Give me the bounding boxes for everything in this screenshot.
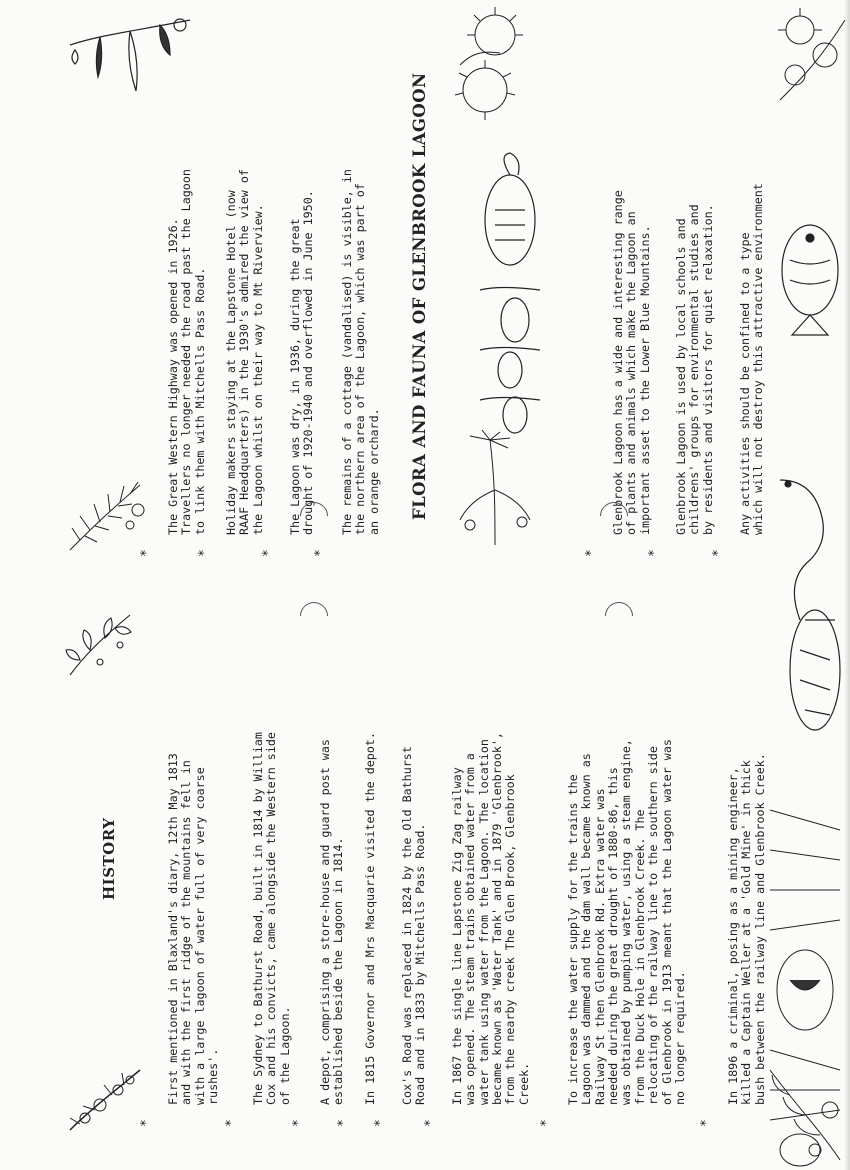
paragraph-text: The remains of a cottage (vandalised) is visible, in the northern area of the Lagoon, which was part of an orange orchard. bbox=[339, 169, 381, 535]
paragraph-text: The Sydney to Bathurst Road, built in 1814 by William Cox and his convicts, came alongside the Western side of the Lagoon. bbox=[250, 732, 292, 1105]
history-paragraph-6 bbox=[423, 732, 545, 1127]
bullet-star: * bbox=[584, 549, 599, 557]
paragraph-text: In 1896 a criminal, posing as a mining engineer, killed a Captain Weller at a 'Gold Mine' in thick bush between the railway line and Glenbrook Creek. bbox=[725, 753, 767, 1105]
history-heading: HISTORY bbox=[100, 817, 118, 900]
paragraph-text: Holiday makers staying at the Lapstone Hotel (now RAAF Headquarters) in the 1930's admired the view of the Lagoon whilst on their way to Mt Riverview. bbox=[223, 169, 265, 535]
paragraph-text: To increase the water supply for the trains the Lagoon was dammed and the dam wall became known as Railway St then Glenbrook Rd. Extra water was needed during the great drought of 1880-86, this was obtained by pumping water, using a steam engine, from the Duck Hole in Glenbrook Creek. The relocating of the railway line to the southern side of Glenbrook in 1913 meant that the Lagoon water was no longer required. bbox=[565, 739, 688, 1105]
bullet-star: * bbox=[647, 549, 662, 557]
paragraph-text: Any activities should be confined to a type which will not destroy this attractive environment bbox=[737, 183, 766, 535]
history-paragraph-1 bbox=[139, 753, 234, 1127]
history-paragraph-8 bbox=[699, 753, 780, 1127]
bullet-star: * bbox=[197, 549, 212, 557]
paragraph-text: Glenbrook Lagoon is used by local schools and childrens' groups for environmental studies and by residents and visitors for quiet relaxation. bbox=[673, 204, 715, 535]
bullet-star: * bbox=[261, 549, 276, 557]
flora-column bbox=[0, 0, 850, 560]
bullet-star: * bbox=[699, 1119, 714, 1127]
bullet-star: * bbox=[711, 549, 726, 557]
paragraph-text: First mentioned in Blaxland's diary, 12th May 1813 and with the first ridge of the mountains fell in with a large lagoon of water full of very coarse rushes'. bbox=[165, 753, 221, 1105]
bullet-star: * bbox=[336, 1119, 351, 1127]
bullet-star: * bbox=[373, 1119, 388, 1127]
bullet-star: * bbox=[423, 1119, 438, 1127]
paragraph-text: Glenbrook Lagoon has a wide and interesting range of plants and animals which make the Lagoon an important asset to the Lower Blue Mountains. bbox=[610, 190, 652, 535]
paragraph-text: In 1867 the single line Lapstone Zig Zag railway was opened. The steam trains obtained water from a water tank using water from the Lagoon. The location became known as 'Water Tank' and in 1879 'Glenbrook', from the nearby creek The Glen Brook, Glenbrook Creek. bbox=[449, 732, 531, 1105]
paragraph-text: The Lagoon was dry, in 1936, during the great drought of 1920-1940 and overflowed in June 1950. bbox=[287, 190, 316, 535]
history-continued-paragraph-4 bbox=[313, 169, 394, 557]
paragraph-text: In 1815 Governor and Mrs Macquarie visited the depot. bbox=[362, 732, 377, 1105]
bullet-star: * bbox=[313, 549, 328, 557]
bullet-star: * bbox=[539, 1119, 554, 1127]
flora-paragraph-3 bbox=[711, 183, 779, 557]
paragraph-text: A depot, comprising a store-house and guard post was established beside the Lagoon in 1814. bbox=[317, 739, 346, 1105]
history-paragraph-7 bbox=[539, 739, 701, 1127]
bullet-star: * bbox=[291, 1119, 306, 1127]
bullet-star: * bbox=[139, 1119, 154, 1127]
bullet-star: * bbox=[224, 1119, 239, 1127]
paragraph-text: Cox's Road was replaced in 1824 by the Old Bathurst Road and in 1833 by Mitchells Pass Road. bbox=[399, 746, 428, 1105]
history-column bbox=[0, 590, 850, 1150]
paragraph-text: The Great Western Highway was opened in 1926. Travellers no longer needed the road past the Lagoon to link them with Mitchells Pass Road. bbox=[165, 169, 207, 535]
bullet-star: * bbox=[139, 549, 154, 557]
flora-fauna-heading: FLORA AND FAUNA OF GLENBROOK LAGOON bbox=[410, 72, 429, 520]
